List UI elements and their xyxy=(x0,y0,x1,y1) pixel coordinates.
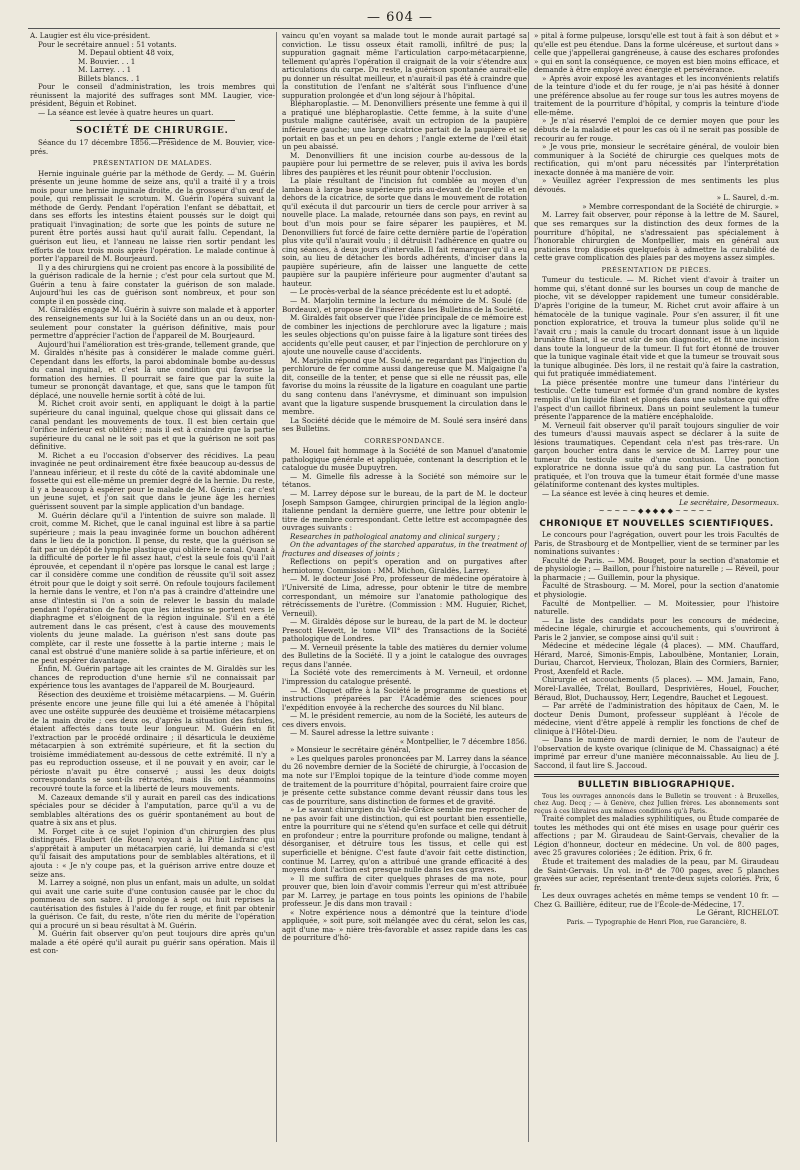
column-2 xyxy=(282,32,527,1132)
divider xyxy=(534,774,779,777)
paragraph: M. Guérin déclare qu'il a l'intention de suivre son malade. Il croit, comme M. Richet, que le canal inguinal est libre à sa partie supérieure ; mais la peau invaginée forme un bouchon adhérent dans le lieu de la ponction. Il pense, du reste, que la guérison se fait par un dépôt de lymphe plastique qui oblitère le canal. Quant à la difficulté de porter le fil assez haut, c'est la seule fois qu'il l'ait éprouvée, et cependant il n'opère pas lorsque le canal est large ; car il considère comme une condition de réussite qu'il soit assez étroit pour que le doigt y soit serré. On refoule toujours facilement la hernie dans le ventre, et l'on n'a pas à craindre d'atteindre une anse d'intestin si l'on a soin de relever le bassin du malade pendant l'opération de façon que les intestins se portent vers le diaphragme et s'éloignent de la région inguinale. S'il en a été autrement dans le cas présent, c'est à cause des mouvements violents du jeune malade. La guérison n'est sans doute pas complète, car il reste une fossette à la partie interne ; mais le canal est obstrué d'une manière solide à sa partie inférieure, et on ne peut espérer davantage. xyxy=(30,510,275,665)
section-heading: PRÉSENTATION DE PIÈCES. xyxy=(601,265,712,274)
intro-line: M. Larrey. . . 1 xyxy=(78,65,132,75)
paragraph: Faculté de Montpellier. — M. Moitessier, pour l'histoire naturelle. xyxy=(534,598,779,617)
paragraph: Reflections on pepit's operation and on purgatives after herniotomy. Commission : MM. Michon, Giraldès, Larrey. xyxy=(282,557,527,575)
chronique-title: CHRONIQUE ET NOUVELLES SCIENTIFIQUES. xyxy=(539,518,774,529)
paragraph: Hernie inguinale guérie par la méthode de Gerdy. — M. Guérin présente un jeune homme de seize ans, qu'il a traité il y a trois mois pour une hernie inguinale droite, de la grosseur d'un œuf de poule, qui remplissait le scrotum. M. Guérin l'opéra suivant la méthode de Gerdy. Pendant l'opération l'enfant se débattait, et dans ses efforts les intestins étaient poussés sur le doigt qui pratiquait l'invagination; de sorte que les points de suture ne purent être portés aussi haut qu'il aurait fallu. Cependant, la guérison eut lieu, et l'anneau ne laisse rien sortir pendant les efforts de toux trois mois après l'opération. Le malade continue à porter l'appareil de M. Bourjeaurd. xyxy=(30,168,275,264)
paragraph: — M. Cloquet offre à la Société le programme de questions et instructions préparées par l'Académie des sciences pour l'expédition envoyée à la recherche des sources du Nil blanc. xyxy=(282,685,527,712)
paragraph: Traité complet des maladies syphilitiques, ou Étude comparée de toutes les méthodes qui ont été mises en usage pour guérir ces affections ; par M. Giraudeau de Saint-Gervais, chevalier de la Légion d'honneur, docteur en médecine. Un vol. de 800 pages, avec 25 gravures coloriées ; 2e édition. Prix, 6 fr. xyxy=(534,814,779,858)
paragraph: M. Richet croit avoir senti, en appliquant le doigt à la partie supérieure du canal inguinal, quelque chose qui glissait dans ce canal pendant les mouvements de toux. Il est bien certain que l'orifice inférieur est oblitéré ; mais il est à craindre que la partie supérieure du canal ne le soit pas et que la guérison ne soit pas définitive. xyxy=(30,399,275,452)
column-3 xyxy=(534,32,779,1132)
paragraph: — Dans le numéro de mardi dernier, le nom de l'auteur de l'observation de kyste ovarique (clinique de M. Chassaignac) a été imprimé par erreur d'une manière méconnaissable. Au lieu de J. Saccond, il faut lire S. Jaccoud. xyxy=(534,735,779,770)
ornament: ~~~~~◆◆◆◆◆~~~~~ xyxy=(598,507,715,516)
paragraph: » Les quelques paroles prononcées par M. Larrey dans la séance du 26 novembre dernier de la Société de chirurgie, à l'occasion de ma note sur l'Emploi topique de la teinture d'iode comme moyen de traitement de la pourriture d'hôpital, pourraient faire croire que je présente cette substance comme devant réussir dans tous les cas de pourriture, sans distinction de formes et de gravité. xyxy=(282,753,527,806)
paragraph: Résection des deuxième et troisième métacarpiens. — M. Guérin présente encore une jeune fille qui lui a été amenée à l'hôpital avec une ostéite suppurée des deuxième et troisième métacarpiens de la main droite ; ces deux os, d'après la situation des fistules, étaient affectés dans toute leur longueur. M. Guérin en fit l'extraction par le procédé ordinaire ; il désarticula le deuxième métacarpien à son extrémité supérieure, et fit la section du troisième immédiatement au-dessous de cette extrémité. Il n'y a pas eu reproduction osseuse, et il ne pouvait y en avoir, car le périoste n'avait pu être conservé ; aussi les deux doigts correspondants se sont-ils rétractés, mais ils ont néanmoins recouvré toute la force et la liberté de leurs mouvements. xyxy=(30,690,275,794)
top-rule xyxy=(28,28,780,29)
paragraph: M. Verneuil fait observer qu'il paraît toujours singulier de voir des tumeurs d'aussi mauvais aspect se déclarer à la suite de lésions traumatiques. Cependant cela n'est pas très-rare. Un garçon boucher entra dans le service de M. Larrey pour une tumeur du testicule suite d'une contusion. Une ponction exploratrice ne donna issue qu'à du sang pur. La castration fut pratiquée, et l'on trouva que la tumeur était formée d'une masse gélatiniforme contenant des kystes multiples. xyxy=(534,420,779,490)
printer-line: Paris. — Typographie de Henri Plon, rue Garancière, 8. xyxy=(566,917,747,926)
paragraph: M. Denonvilliers fit une incision courbe au-dessous de la paupière pour lui permettre de se relever, puis il aviva les bords libres des paupières et les réunit pour obtenir l'occlusion. xyxy=(282,150,527,177)
intro-line: — La séance est levée à quatre heures un quart. xyxy=(38,107,214,117)
paragraph: Étude et traitement des maladies de la peau, par M. Giraudeau de Saint-Gervais. Un vol. in-8° de 700 pages, avec 5 planches gravées sur acier, représentant trente-deux sujets coloriés. Prix, 6 fr. xyxy=(534,856,779,892)
intro-line: Pour le secrétaire annuel : 51 votants. xyxy=(38,39,177,49)
paragraph: » pital à forme pulpeuse, lorsqu'elle est tout à fait à son début et » qu'elle est peu étendue. Dans la forme ulcéreuse, et surtout dans » celle que j'appellerai gangréneuse, à cause des eschares profondes » qui en sont la conséquence, ce moyen est bien moins efficace, et demande à être employé avec énergie et persévérance. xyxy=(534,32,779,75)
paragraph: M. Guérin fait observer qu'on peut toujours dire après qu'un malade a été opéré qu'il aurait pu guérir sans opération. Mais il est con- xyxy=(30,929,275,956)
paragraph: — La liste des candidats pour les concours de médecine, médecine légale, chirurgie et accouchements, qui s'ouvriront à Paris le 2 janvier, se compose ainsi qu'il suit : xyxy=(534,615,779,642)
intro-line: A. Laugier est élu vice-président. xyxy=(30,32,151,40)
section-heading: PRÉSENTATION DE MALADES. xyxy=(92,159,213,168)
paragraph: » Membre correspondant de la Société de chirurgie. » xyxy=(582,201,779,211)
paragraph: » Je vous prie, monsieur le secrétaire général, de vouloir bien communiquer à la Société de chirurgie ces quelques mots de rectification, qui m'ont paru nécessités par l'interprétation inexacte donnée à ma manière de voir. xyxy=(534,142,779,177)
biblio-note: Tous les ouvrages annoncés dans le Bulletin se trouvent : à Bruxelles, chez Aug. Decq ; — à Genève, chez Jullien frères. Les abonnements sont reçus à ces libraires aux mêmes conditions qu'à Paris. xyxy=(534,793,779,815)
intro-line: Pour le conseil d'administration, les trois membres qui réunissent la majorité des suffrages sont MM. Laugier, vice-président, Béguin et Robinet. xyxy=(30,82,275,109)
secretary-line: Le secrétaire, Desormeaux. xyxy=(679,497,779,507)
paragraph: M. Giraldès fait observer que l'idée principale de ce mémoire est de combiner les injections de perchlorure avec la ligature ; mais les seules objections qu'on puisse faire à la ligature sont tirées des accidents qu'elle peut causer, et par l'injection de perchlorure on y ajoute une nouvelle cause d'accidents. xyxy=(282,313,527,357)
paragraph: — M. Verneuil présente la table des matières du dernier volume des Bulletins de la Société. Il y a joint le catalogue des ouvrages reçus dans l'année. xyxy=(282,642,527,669)
biblio-title: BULLETIN BIBLIOGRAPHIQUE. xyxy=(577,780,736,791)
paragraph: La Société décide que le mémoire de M. Soulé sera inséré dans ses Bulletins. xyxy=(282,415,527,434)
paragraph: M. Richet a eu l'occasion d'observer des récidives. La peau invaginée ne peut ordinairement être fixée beaucoup au-dessus de l'anneau inférieur, et il reste du côté de la cavité abdominale une fossette qui est elle-même un premier degré de la hernie. Du reste, il y a beaucoup à espérer pour le malade de M. Guérin ; car c'est un jeune sujet, et j'on sait que dans le jeune âge les hernies guérissent souvent par la simple application d'un bandage. xyxy=(30,450,275,511)
paragraph: Faculté de Strasbourg. — M. Morel, pour la section d'anatomie et physiologie. xyxy=(534,581,779,599)
paragraph: M. Marjolin répond que M. Soulé, ne regardant pas l'injection du perchlorure de fer comme aussi dangereuse que M. Malgaigne l'a dit, conseille de la tenter, et pense que si elle ne réussit pas, elle favorise du moins la réussite de la ligature en coagulant une partie du sang contenu dans l'anévrysme, et diminuant son impulsion avant que la ligature suspende brusquement la circulation dans le membre. xyxy=(282,355,527,417)
paragraph: La pièce présentée montre une tumeur dans l'intérieur du testicule. Cette tumeur est formée d'un grand nombre de kystes remplis d'un liquide filant et plongés dans une substance qui offre l'aspect d'un caillot fibrineux. Dans un point seulement la tumeur présente l'apparence de la matière encéphaloïde. xyxy=(534,377,779,422)
intro-line: M. Depaul obtient 48 voix, xyxy=(78,48,175,58)
paragraph: Faculté de Paris. — MM. Bouget, pour la section d'anatomie et de physiologie ; — Baillon, pour l'histoire naturelle ; — Réveil, pour la pharmacie ; — Guillemin, pour la physique. xyxy=(534,555,779,582)
intro-line: Billets blancs. . 1 xyxy=(78,73,141,83)
session-line: Séance du 17 décembre 1856.—Présidence de M. Bouvier, vice-prés. xyxy=(30,138,275,156)
paragraph: — Par arrêté de l'administration des hôpitaux de Caen, M. le docteur Denis Dumont, professeur suppléant à l'école de médecine, vient d'être appelé à remplir les fonctions de chef de clinique à l'Hôtel-Dieu. xyxy=(534,701,779,736)
paragraph: La plaie résultant de l'incision fut comblée au moyen d'un lambeau à large base supérieure pris au-devant de l'oreille et en dehors de la cicatrice, de sorte que dans le mouvement de rotation qu'il exécuta il dut parcourir un tiers de cercle pour arriver à sa nouvelle place. La malade, retournée dans son pays, en revint au bout d'un mois pour se faire séparer les paupières, et M. Denonvilliers fut forcé de faire cette dernière partie de l'opération plus vite qu'il n'aurait voulu ; il détruisit l'adhérence en quatre ou cinq séances, à deux jours d'intervalle. Il fait remarquer qu'il a eu soin, au lieu de détacher les bords adhérents, d'inciser dans la paupière supérieure, afin de laisser une languette de cette paupière sur la paupière inférieure pour augmenter d'autant sa hauteur. xyxy=(282,176,527,288)
paragraph: » Après avoir exposé les avantages et les inconvénients relatifs de la teinture d'iode et du fer rouge, je n'ai pas hésité à donner une préférence absolue au fer rouge sur tous les autres moyens de traitement de la pourriture d'hôpital, y compris la teinture d'iode elle-même. xyxy=(534,73,779,117)
paragraph: M. Cazeaux demande s'il y aurait en pareil cas des indications spéciales pour se décider à l'amputation, parce qu'il a vu de semblables altérations des os guérir spontanément au bout de quatre à six ans et plus. xyxy=(30,792,275,828)
paragraph: Les deux ouvrages achetés en même temps se vendent 10 fr. — Chez G. Baillière, éditeur, rue de l'École-de-Médecine, 17. xyxy=(534,891,779,909)
paragraph: M. Larrey a soigné, non plus un enfant, mais un adulte, un soldat qui avait une carie suite d'une contusion causée par le choc du pommeau de son sabre. Il prolonge à sept ou huit reprises la cautérisation des fistules à l'aide du fer rouge, et finit par obtenir la guérison. Ce fait, du reste, n'ôte rien du mérite de l'opération qui a procuré un si beau résultat à M. Guérin. xyxy=(30,878,275,930)
paragraph: » Veuillez agréer l'expression de mes sentiments les plus dévoués. xyxy=(534,176,779,194)
paragraph: — M. Larrey dépose sur le bureau, de la part de M. le docteur Joseph Sampson Gamgee, chirurgien principal de la légion anglo-italienne pendant la dernière guerre, une lettre pour obtenir le titre de membre correspondant. Cette lettre est accompagnée des ouvrages suivants : xyxy=(282,488,527,533)
paragraph: » Je n'ai réservé l'emploi de ce dernier moyen que pour les débuts de la maladie et pour les cas où il ne serait pas possible de recourir au fer rouge. xyxy=(534,116,779,143)
paragraph: « Notre expérience nous a démontré que la teinture d'iode appliquée, » soit pure, soit mélangée avec du cérat, selon les cas, agit d'une ma- » nière très-favorable et assez rapide dans les cas de pourriture d'hô- xyxy=(282,907,527,943)
paragraph: Chirurgie et accouchements (5 places). — MM. Jamain, Fano, Morel-Lavallée, Trélat, Boullard, Desprivières, Houel, Foucher, Béraud, Blot, Duchaussoy, Herr, Legendre, Bauchet et Legouest. xyxy=(534,675,779,702)
paragraph: — M. le docteur José Pro, professeur de médecine opératoire à l'Université de Lima, adresse, pour obtenir le titre de membre correspondant, un mémoire sur l'anatomie pathologique des rétrécissements de l'urètre. (Commission : MM. Huguier, Richet, Verneuil). xyxy=(282,574,527,618)
paragraph: — La séance est levée à cinq heures et demie. xyxy=(542,488,710,498)
letter-place: « Montpellier, le 7 décembre 1856. xyxy=(399,736,527,746)
paragraph: M. Larrey fait observer, pour réponse à la lettre de M. Saurel, que ses remarques sur la distinction des deux formes de la pourriture d'hôpital, ne s'adressaient pas spécialement à l'honorable chirurgien de Montpellier, mais en général aux praticiens trop disposés quelquefois à admettre la curabilité de cette grave complication des plaies par des moyens assez simples. xyxy=(534,210,779,263)
signature: » L. Saurel, d.-m. xyxy=(716,193,779,203)
intro-line: M. Bouvier. . . 1 xyxy=(78,56,136,66)
paragraph: — M. Gimelle fils adresse à la Société son mémoire sur le tétanos. xyxy=(282,471,527,490)
paragraph: Le concours pour l'agrégation, ouvert pour les trois Facultés de Paris, de Strasbourg et de Montpellier, vient de se terminer par les nominations suivantes : xyxy=(534,530,779,557)
page-number: — 604 — xyxy=(366,10,434,25)
paragraph: On the advantages of the starched apparatus, in the treatment of fractures and diseases of joints ; xyxy=(282,540,527,558)
divider xyxy=(70,120,235,121)
paragraph: Researches in pathological anatomy and clinical surgery ; xyxy=(290,531,500,541)
paragraph: La Société vote des remerciments à M. Verneuil, et ordonne l'impression du catalogue présenté. xyxy=(282,668,527,687)
paragraph: Enfin, M. Guérin partage ait les craintes de M. Giraldès sur les chances de reproduction d'une hernie s'il ne connaissait par expérience tous les avantages de l'appareil de M. Bourjeaurd. xyxy=(30,664,275,691)
section-heading: CORRESPONDANCE. xyxy=(364,436,445,445)
paragraph: — M. Giraldès dépose sur le bureau, de la part de M. le docteur Prescott Hewett, le tome VII° des Transactions de la Société pathologique de Londres. xyxy=(282,617,527,644)
paragraph: » Le savant chirurgien du Val-de-Grâce semble me reprocher de ne pas avoir fait une distinction, qui est pourtant bien essentielle, entre la pourriture qui ne s'étend qu'en surface et celle qui détruit en profondeur ; entre la pourriture profonde ou maligne, tendant à désorganiser, et détruire tous les tissus, et celle qui est superficielle et bénigne. C'est faute d'avoir fait cette distinction, continue M. Larrey, qu'on a attribué une grande efficacité à des moyens dont l'action est presque nulle dans les cas graves. xyxy=(282,805,527,875)
paragraph: Blépharoplastie. — M. Denonvilliers présente une femme à qui il a pratiqué une blépharoplastie. Cette femme, à la suite d'une pustule maligne cautérisée, avait un ectropion de la paupière inférieure gauche; une large cicatrice partait de la paupière et se portait en bas et un peu en dehors ; l'angle externe de l'œil était un peu abaissé. xyxy=(282,99,527,152)
column-separator xyxy=(276,32,277,1142)
paragraph: M. Forget cite à ce sujet l'opinion d'un chirurgien des plus distingués. Flaubert (de Rouen) voyant à la Pitié Lisfranc qui s'apprêtait à amputer un métacarpien carié, lui demanda si c'est qu'il faisait des amputations pour de semblables altérations, et il ajouta : « Je n'y coupe pas, et la guérison arrive entre douze et seize ans. xyxy=(30,826,275,879)
society-title: SOCIÉTÉ DE CHIRURGIE. xyxy=(76,126,229,137)
letter-salutation: » Monsieur le secrétaire général, xyxy=(290,745,411,755)
column-1 xyxy=(30,32,275,1132)
paragraph: — M. Saurel adresse la lettre suivante : xyxy=(290,728,434,738)
paragraph: — M. Marjolin termine la lecture du mémoire de M. Soulé (de Bordeaux), et propose de l'insérer dans les Bulletins de la Société. xyxy=(282,295,527,314)
paragraph: Tumeur du testicule. — M. Richet vient d'avoir à traiter un homme qui, s'étant donné sur les bourses un coup de manche de pioche, vit se développer rapidement une tumeur considérable. D'après l'origine de la tumeur, M. Richet crut avoir affaire à un hématocèle de la tunique vaginale. Pour s'en assurer, il fit une ponction exploratrice, et trouva la tumeur plus solide qu'il ne l'avait cru ; mais la canule du trocart donnant issue à un liquide brunâtre filant, il se crut sûr de son diagnostic, et fit une incision dans toute la longueur de la tumeur. Il fut fort étonné de trouver que la tunique vaginale était vide et que la tumeur se trouvait sous la tunique albuginée. Dès lors, il ne restait qu'à faire la castration, qui fut pratiquée immédiatement. xyxy=(534,275,779,379)
paragraph: — M. le président remercie, au nom de la Société, les auteurs de ces divers envois. xyxy=(282,711,527,729)
gerant-line: Le Gérant, RICHELOT. xyxy=(696,908,779,918)
paragraph: Aujourd'hui l'amélioration est très-grande, tellement grande, que M. Giraldès n'hésite pas à considérer le malade comme guéri. Cependant dans les efforts, la paroi abdominale bombe au-dessus du canal inguinal, et c'est là une condition qui favorise la formation des hernies. Il pourrait se faire que par la suite la tumeur se prononçât davantage, et que, sans que le tampon fût déplacé, une nouvelle hernie sortît à côté de lui. xyxy=(30,339,275,400)
paragraph: M. Houel fait hommage à la Société de son Manuel d'anatomie pathologique générale et appliquée, contenant la description et le catalogue du musée Dupuytren. xyxy=(282,446,527,473)
column-separator xyxy=(528,32,529,1142)
paragraph: M. Giraldès engage M. Guérin à suivre son malade et à apporter des renseignements sur lui à la Société dans un an ou deux, non-seulement pour constater la guérison définitive, mais pour permettre d'apprécier l'action de l'appareil de M. Bourjeaurd. xyxy=(30,305,275,341)
paragraph: Médecine et médecine légale (4 places). — MM. Chauffard, Hérard, Marcé, Simonis-Empis, Laboulbène, Montanier, Lorain, Duriau, Charcot, Hervieux, Tholozan, Blain des Cormiers, Barnier, Prost, Axenfeld et Racle. xyxy=(534,641,779,676)
paragraph: Il y a des chirurgiens qui ne croient pas encore à la possibilité de la guérison radicale de la hernie ; c'est pour cela surtout que M. Guérin a tenu à faire constater la guérison de son malade. Aujourd'hui les cas de guérison sont nombreux, et pour son compte il en possède cinq. xyxy=(30,262,275,306)
paragraph: » Il me suffira de citer quelques phrases de ma note, pour prouver que, bien loin d'avoir commis l'erreur qui m'est attribuée par M. Larrey, je partage en tous points les opinions de l'habile professeur. Je dis dans mon travail : xyxy=(282,873,527,909)
paragraph: vaincu qu'en voyant sa malade tout le monde aurait partagé sa conviction. Le tissu osseux était ramolli, infiltré de pus; la suppuration gagnait même l'articulation carpo-métacarpienne, tellement qu'après l'opération il craignait de la voir s'étendre aux articulations du carpe. Du reste, la guérison spontanée aurait-elle pu donner un résultat meilleur, et n'aurait-il pas été à craindre que la constitution de l'enfant ne s'altérât sous l'influence d'une suppuration prolongée et d'un long séjour à l'hôpital. xyxy=(282,32,527,100)
paragraph: — Le procès-verbal de la séance précédente est lu et adopté. xyxy=(290,287,512,297)
